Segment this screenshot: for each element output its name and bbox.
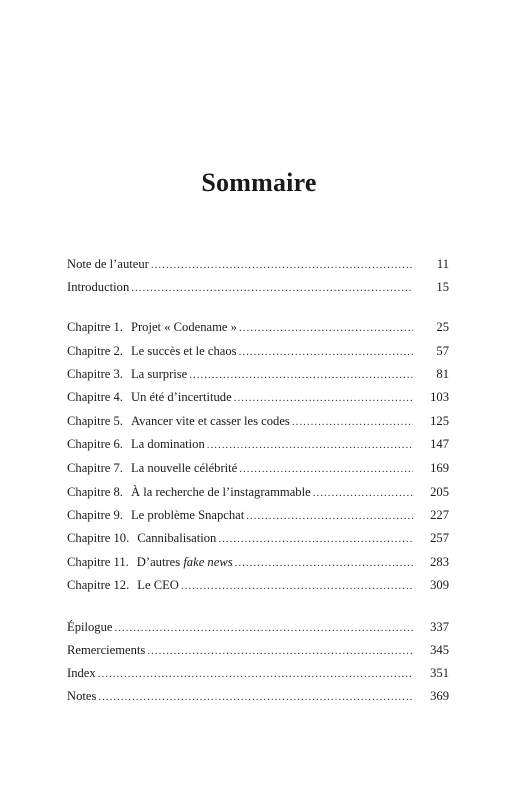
table-of-contents (67, 0, 449, 800)
dot-leader (131, 278, 413, 298)
toc-entry-title: Le succès et le chaos (130, 344, 237, 358)
toc-entry-page: 337 (430, 620, 449, 634)
toc-entry-page: 257 (430, 531, 449, 545)
toc-entry-page: 283 (430, 555, 449, 569)
toc-entry-epilogue[interactable] (67, 617, 449, 637)
toc-entry-chapter-10[interactable] (67, 528, 449, 548)
toc-entry-page: 81 (436, 367, 449, 381)
toc-entry-chapter-1[interactable] (67, 317, 449, 337)
toc-entry-page: 369 (430, 689, 449, 703)
toc-entry-page: 57 (436, 344, 449, 358)
dot-leader (114, 618, 413, 638)
dot-leader (292, 412, 413, 432)
toc-entry-chapter-7[interactable] (67, 458, 449, 478)
toc-entry-number: Chapitre 9. (67, 508, 123, 522)
toc-entry-number: Chapitre 6. (67, 437, 123, 451)
toc-entry-chapter-11[interactable] (67, 552, 449, 572)
toc-entry-page: 309 (430, 578, 449, 592)
toc-entry-title: La domination (130, 437, 205, 451)
dot-leader (98, 664, 413, 684)
dot-leader (234, 388, 413, 408)
toc-entry-title: Cannibalisation (137, 531, 217, 545)
toc-entry-number: Chapitre 5. (67, 414, 123, 428)
toc-entry-chapter-4[interactable] (67, 387, 449, 407)
toc-entry-remerciements[interactable] (67, 640, 449, 660)
toc-entry-notes[interactable] (67, 686, 449, 706)
dot-leader (246, 506, 413, 526)
toc-entry-chapter-3[interactable] (67, 364, 449, 384)
toc-entry-number: Chapitre 12. (67, 578, 130, 592)
toc-entry-page: 169 (430, 461, 449, 475)
toc-entry-page: 227 (430, 508, 449, 522)
toc-entry-number: Chapitre 11. (67, 555, 129, 569)
toc-entry-page: 147 (430, 437, 449, 451)
dot-leader (181, 576, 413, 596)
toc-entry-page: 11 (436, 257, 449, 271)
toc-entry-page: 351 (430, 666, 449, 680)
toc-entry-chapter-5[interactable] (67, 411, 449, 431)
toc-entry-title: À la recherche de l’instagrammable (130, 485, 311, 499)
toc-entry-title: Notes (67, 689, 97, 703)
dot-leader (147, 641, 413, 661)
toc-entry-number: Chapitre 4. (67, 390, 123, 404)
dot-leader (207, 435, 413, 455)
toc-entry-number: Chapitre 7. (67, 461, 123, 475)
dot-leader (151, 255, 413, 275)
toc-entry-page: 125 (430, 414, 449, 428)
toc-entry-chapter-9[interactable] (67, 505, 449, 525)
page-title: Sommaire (201, 168, 317, 197)
toc-entry-note-auteur[interactable] (67, 254, 449, 274)
toc-entry-number: Chapitre 8. (67, 485, 123, 499)
dot-leader (189, 365, 413, 385)
toc-entry-title-italic: fake news (183, 555, 233, 569)
toc-entry-title: Note de l’auteur (67, 257, 149, 271)
toc-entry-chapter-8[interactable] (67, 482, 449, 502)
toc-entry-title: Le problème Snapchat (130, 508, 245, 522)
toc-entry-page: 25 (436, 320, 449, 334)
dot-leader (239, 342, 413, 362)
toc-entry-title: La surprise (130, 367, 188, 381)
toc-entry-title: Le CEO (137, 578, 179, 592)
toc-entry-page: 103 (430, 390, 449, 404)
toc-entry-title: Avancer vite et casser les codes (130, 414, 290, 428)
toc-entry-page: 205 (430, 485, 449, 499)
dot-leader (218, 529, 413, 549)
toc-entry-introduction[interactable] (67, 277, 449, 297)
toc-entry-title: La nouvelle célébrité (130, 461, 238, 475)
toc-entry-title: Épilogue (67, 620, 113, 634)
toc-entry-title: Projet « Codename » (130, 320, 237, 334)
dot-leader (98, 687, 413, 707)
toc-entry-page: 345 (430, 643, 449, 657)
toc-entry-number: Chapitre 2. (67, 344, 123, 358)
toc-entry-title (137, 552, 233, 572)
toc-entry-chapter-12[interactable] (67, 575, 449, 595)
toc-entry-title: Index (67, 666, 96, 680)
dot-leader (313, 483, 413, 503)
toc-entry-number: Chapitre 3. (67, 367, 123, 381)
dot-leader (235, 553, 413, 573)
toc-entry-title: Un été d’incertitude (130, 390, 232, 404)
toc-entry-number: Chapitre 1. (67, 320, 123, 334)
toc-entry-chapter-6[interactable] (67, 434, 449, 454)
toc-entry-page: 15 (436, 280, 449, 294)
toc-entry-title: Remerciements (67, 643, 146, 657)
toc-entry-title: Introduction (67, 280, 130, 294)
toc-entry-chapter-2[interactable] (67, 341, 449, 361)
toc-entry-number: Chapitre 10. (67, 531, 130, 545)
dot-leader (239, 459, 413, 479)
toc-entry-title-plain: D’autres (136, 555, 181, 569)
toc-entry-index[interactable] (67, 663, 449, 683)
dot-leader (239, 318, 413, 338)
